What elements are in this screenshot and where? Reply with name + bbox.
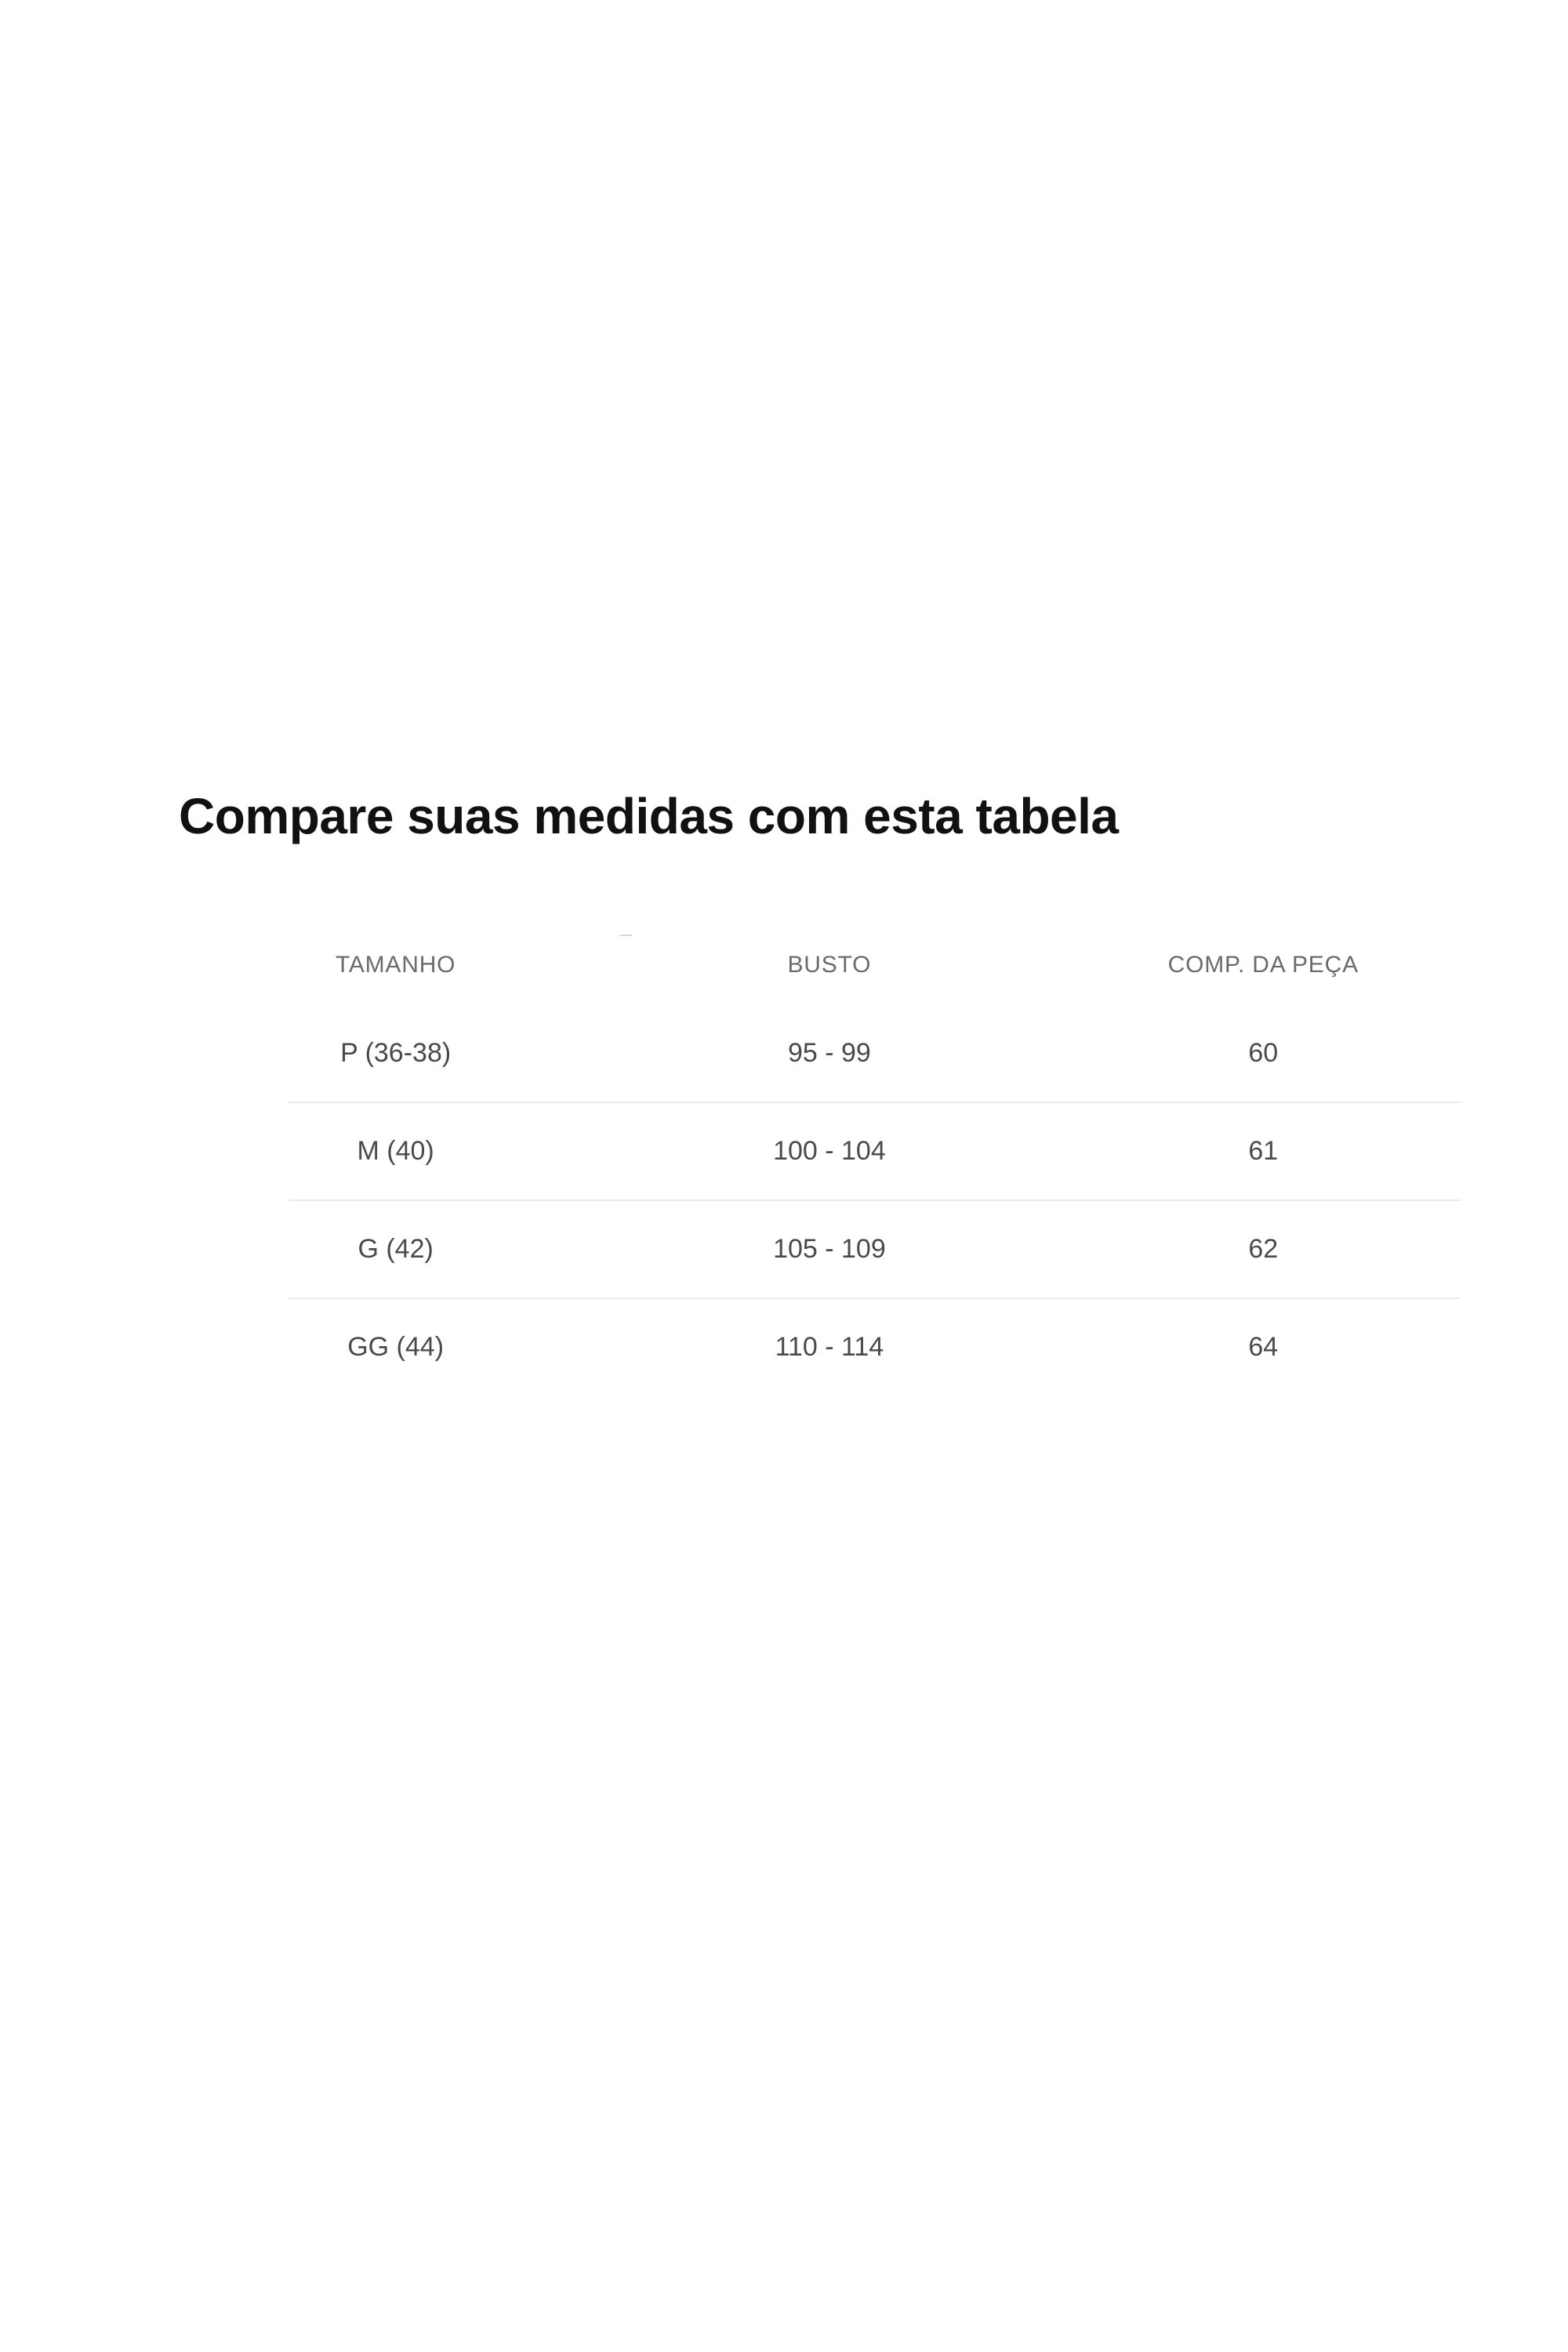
page-title: Compare suas medidas com esta tabela <box>179 787 1119 844</box>
cell-tamanho: M (40) <box>179 1102 612 1200</box>
cell-comprimento: 61 <box>1047 1102 1480 1200</box>
cell-comprimento: 64 <box>1047 1298 1480 1396</box>
column-header-tamanho: TAMANHO <box>335 952 456 978</box>
cell-busto: 95 - 99 <box>787 1038 871 1068</box>
cell-tamanho: GG (44) <box>179 1298 612 1396</box>
cell-comprimento: 60 <box>1248 1038 1279 1068</box>
size-chart-table <box>179 925 1480 1396</box>
cell-tamanho: G (42) <box>179 1200 612 1298</box>
cell-comprimento: 62 <box>1047 1200 1480 1298</box>
table-row <box>179 1200 1480 1298</box>
cell-tamanho: P (36-38) <box>340 1038 452 1068</box>
cell-busto: 110 - 114 <box>612 1298 1046 1396</box>
table-row <box>179 1005 1480 1102</box>
table-header-row <box>179 925 1480 1005</box>
table-row <box>179 1102 1480 1200</box>
column-header-comprimento: COMP. DA PEÇA <box>1167 952 1359 978</box>
cell-busto: 105 - 109 <box>612 1200 1046 1298</box>
table-row <box>179 1298 1480 1396</box>
table-body <box>179 1005 1480 1396</box>
column-header-busto: BUSTO <box>787 952 872 978</box>
table-header <box>179 925 1480 1005</box>
cell-busto: 100 - 104 <box>612 1102 1046 1200</box>
